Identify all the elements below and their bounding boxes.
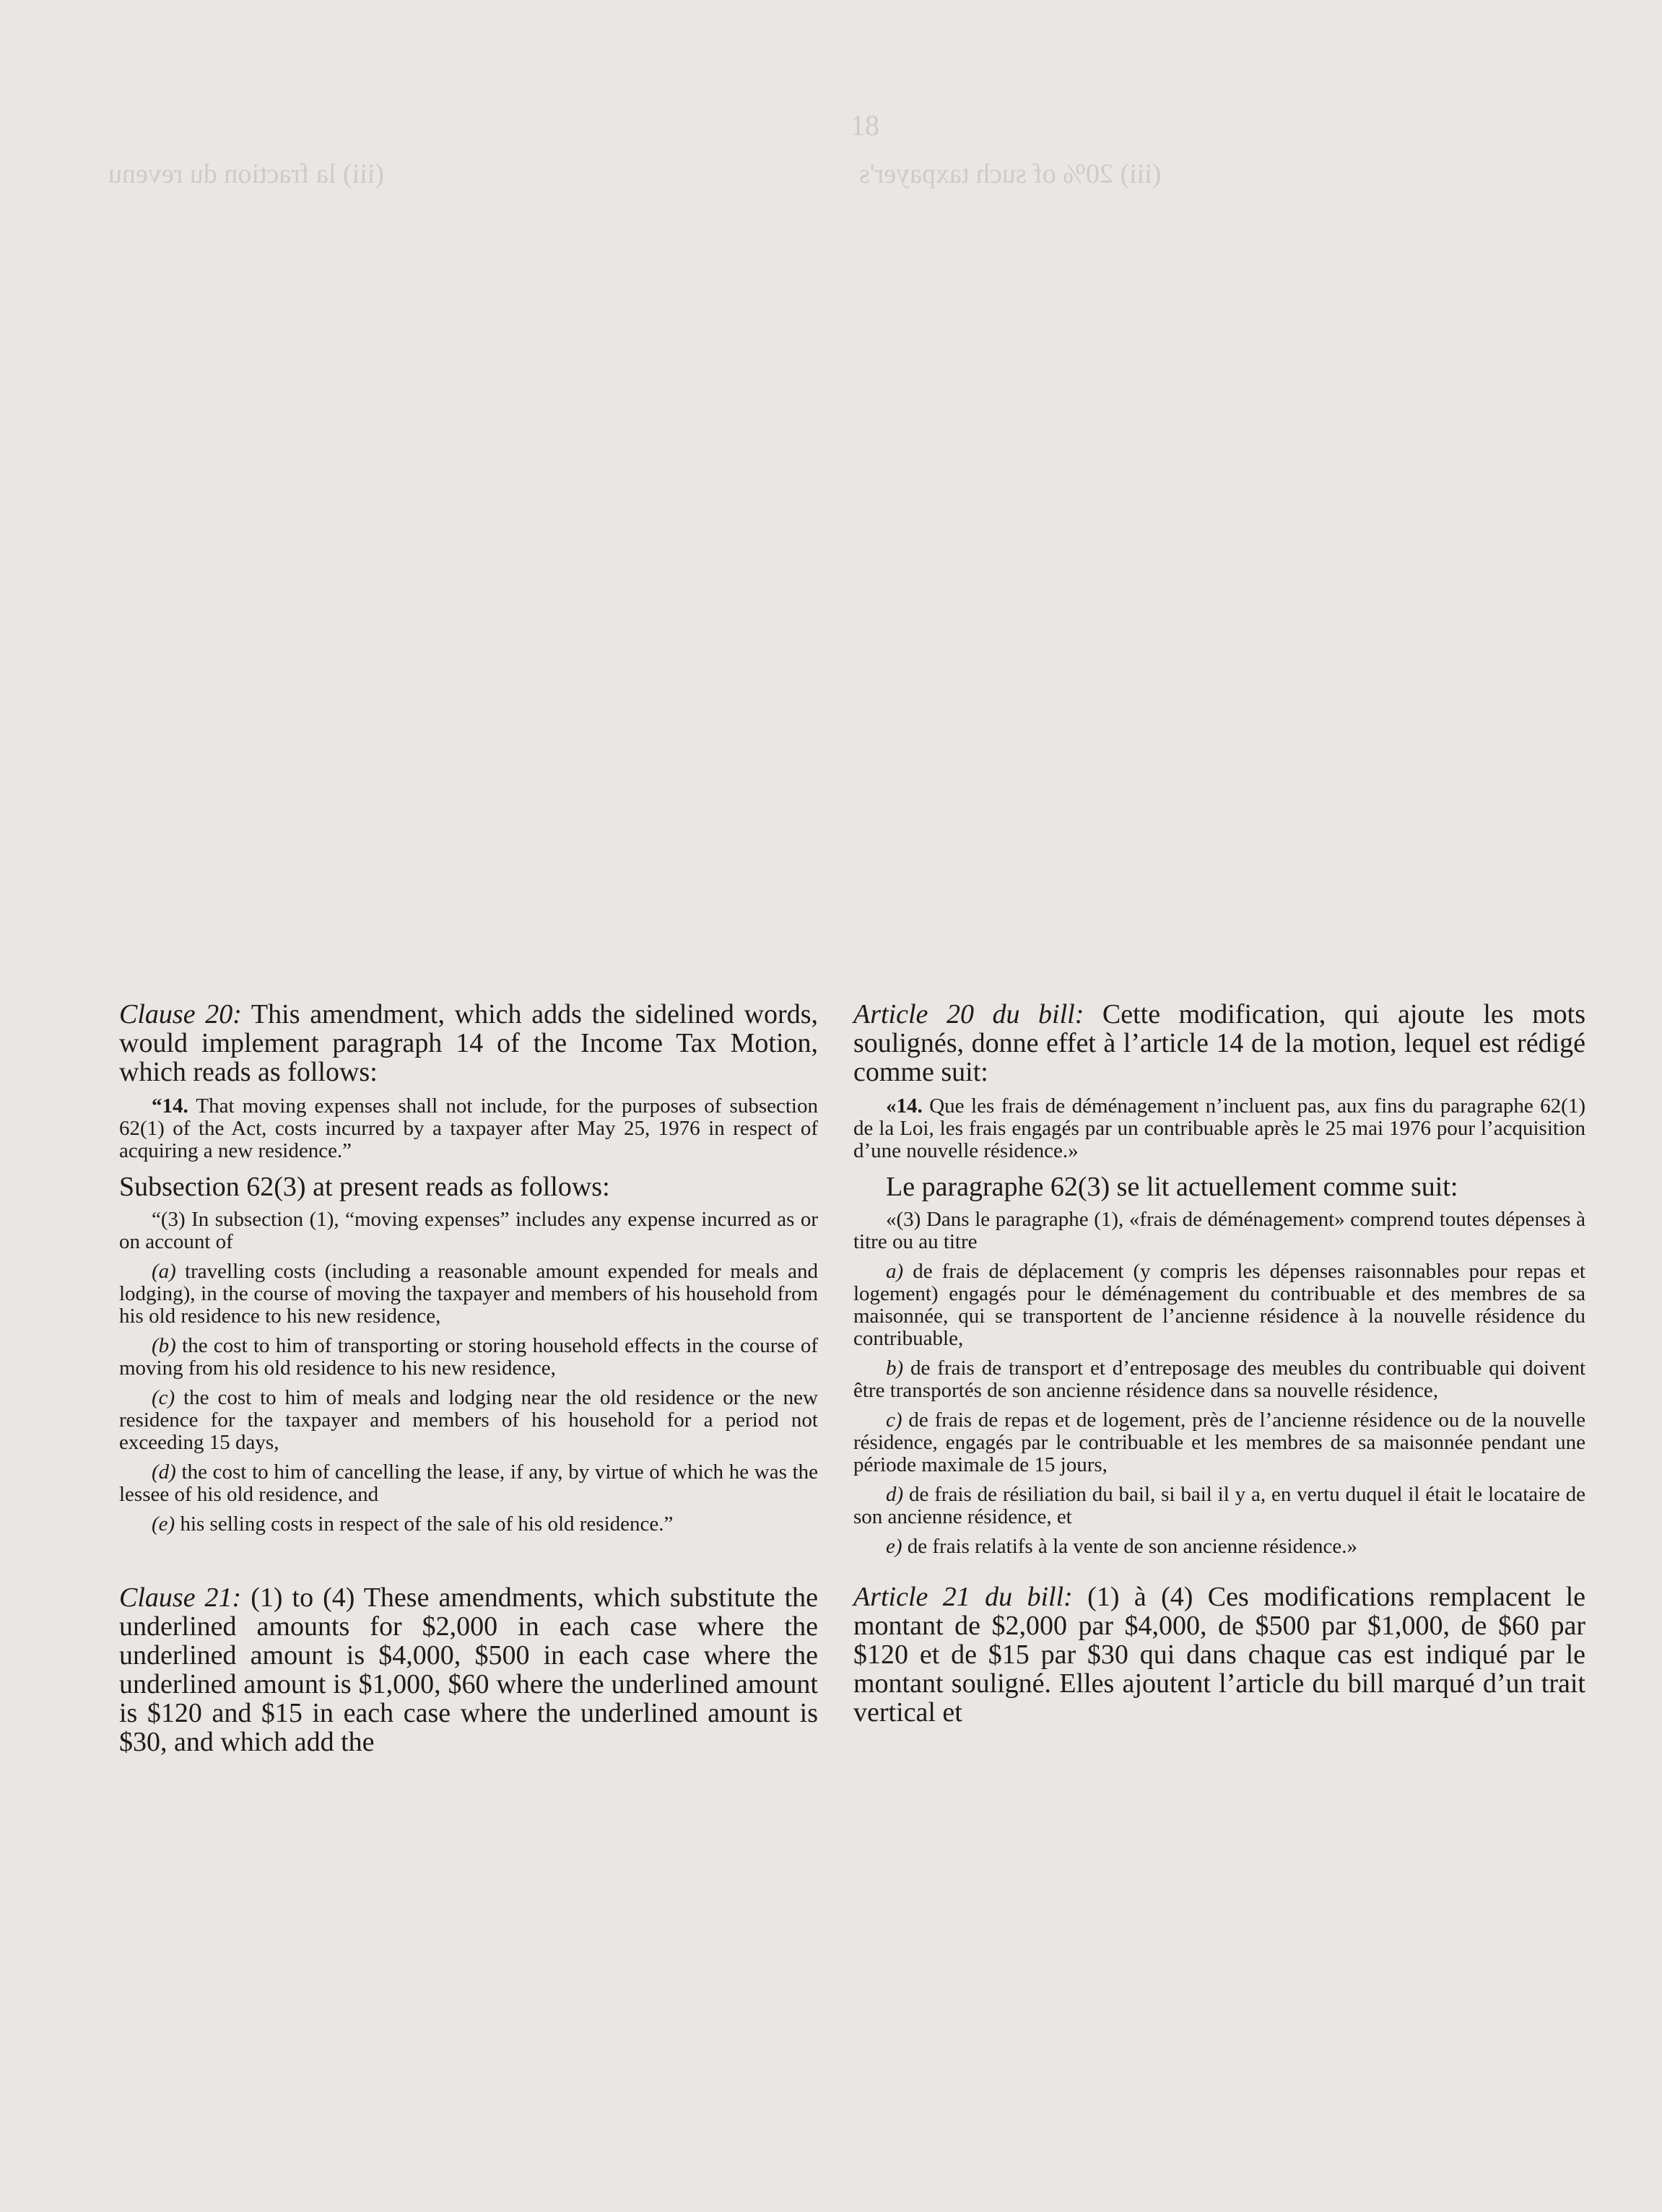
item-text: the cost to him of transporting or storing household effects in the course of moving from his old residence to his new residence, <box>119 1334 818 1380</box>
list-item <box>119 1260 818 1328</box>
article-21-paragraph <box>853 1582 1585 1727</box>
item-text: the cost to him of meals and lodging near the old residence or the new residence for the taxpayer and members of his household for a period not exceeding 15 days, <box>119 1386 818 1454</box>
list-item <box>119 1513 818 1536</box>
motion-quote <box>119 1095 818 1162</box>
bleed-through-left: (iii) la fraction du revenu <box>108 159 384 189</box>
item-letter: d) <box>886 1483 904 1506</box>
list-item <box>853 1536 1585 1558</box>
article-20-paragraph <box>853 1000 1585 1087</box>
clause-20-paragraph <box>119 1000 818 1087</box>
list-item <box>119 1387 818 1454</box>
item-text: de frais de transport et d’entreposage des meubles du contribuable qui doivent être transportés de son ancienne résidence dans sa nouvelle résidence, <box>853 1357 1585 1402</box>
subsection-intro: “(3) In subsection (1), “moving expenses” includes any expense incurred as or on account of <box>119 1208 818 1253</box>
item-letter: (d) <box>152 1460 176 1484</box>
item-letter: (c) <box>152 1386 175 1409</box>
subsection-heading: Subsection 62(3) at present reads as follows: <box>119 1172 610 1202</box>
motion-quote-number: “14. <box>152 1094 188 1118</box>
clause-21-text: (1) to (4) These amendments, which substitute the underlined amounts for $2,000 in each case where the underlined amount is $4,000, $500 in each case where the underlined amount is $1,000, $60 where the underlined amount is $120 and $15 in each case where the underlined amount is $30, and which add the <box>119 1582 818 1757</box>
item-text: de frais relatifs à la vente de son ancienne résidence.» <box>902 1535 1357 1558</box>
clause-21-paragraph <box>119 1583 818 1756</box>
clause-20-intro: This amendment, which adds the sidelined words, would implement paragraph 14 of the Income Tax Motion, which reads as follows: <box>119 999 818 1087</box>
item-letter: c) <box>886 1408 902 1432</box>
article-21-text: (1) à (4) Ces modifications remplacent le montant de $2,000 par $4,000, de $500 par $1,000, de $60 par $120 et de $15 par $30 qui dans chaque cas est indiqué par le montant souligné. Elles ajoutent l’article du bill marqué d’un trait vertical et <box>853 1582 1585 1728</box>
item-letter: a) <box>886 1260 904 1283</box>
subsection-intro-fr: «(3) Dans le paragraphe (1), «frais de déménagement» comprend toutes dépenses à titre ou au titre <box>853 1208 1585 1253</box>
list-item <box>853 1260 1585 1350</box>
article-21-heading: Article 21 du bill: <box>853 1582 1073 1612</box>
list-item <box>853 1357 1585 1402</box>
list-item <box>119 1461 818 1506</box>
item-text: travelling costs (including a reasonable amount expended for meals and lodging), in the course of moving the taxpayer and members of his household from his old residence to his new residence, <box>119 1260 818 1328</box>
page-number: 18 <box>850 109 879 141</box>
clause-20-heading: Clause 20: <box>119 999 242 1029</box>
list-item <box>853 1484 1585 1528</box>
item-letter: e) <box>886 1535 902 1558</box>
subsection-heading-fr: Le paragraphe 62(3) se lit actuellement comme suit: <box>886 1172 1458 1202</box>
article-20-intro: Cette modification, qui ajoute les mots soulignés, donne effet à l’article 14 de la motion, lequel est rédigé comme suit: <box>853 999 1585 1087</box>
item-text: de frais de résiliation du bail, si bail il y a, en vertu duquel il était le locataire de son ancienne résidence, et <box>853 1483 1585 1528</box>
english-column <box>119 1000 818 1756</box>
item-text: de frais de repas et de logement, près de l’ancienne résidence ou de la nouvelle résidence, engagés par le contribuable et les membres de sa maisonnée pendant une période maximale de 15 jours, <box>853 1408 1585 1476</box>
item-text: his selling costs in respect of the sale of his old residence.” <box>175 1512 674 1536</box>
item-letter: b) <box>886 1357 904 1380</box>
item-letter: (e) <box>152 1512 175 1536</box>
clause-21-heading: Clause 21: <box>119 1582 242 1613</box>
motion-quote-text: That moving expenses shall not include, for the purposes of subsection 62(1) of the Act, costs incurred by a taxpayer after May 25, 1976 in respect of acquiring a new residence.” <box>119 1094 818 1162</box>
french-column <box>853 1000 1585 1727</box>
item-text: the cost to him of cancelling the lease, if any, by virtue of which he was the lessee of his old residence, and <box>119 1460 818 1506</box>
item-text: de frais de déplacement (y compris les dépenses raisonnables pour repas et logement) engagés pour le déménagement du contribuable et des membres de sa maisonnée, qui se transportent de l’ancienne résidence à la nouvelle résidence du contribuable, <box>853 1260 1585 1350</box>
bleed-through-right: (iii) 20% of such taxpayer's <box>859 159 1162 189</box>
list-item <box>119 1335 818 1380</box>
list-item <box>853 1409 1585 1476</box>
article-20-heading: Article 20 du bill: <box>853 999 1084 1029</box>
item-letter: (a) <box>152 1260 176 1283</box>
motion-quote-fr <box>853 1095 1585 1162</box>
item-letter: (b) <box>152 1334 176 1357</box>
motion-quote-text-fr: Que les frais de déménagement n’incluent pas, aux fins du paragraphe 62(1) de la Loi, les frais engagés par un contribuable après le 25 mai 1976 pour l’acquisition d’une nouvelle résidence.» <box>853 1094 1585 1162</box>
motion-quote-number-fr: «14. <box>886 1094 923 1118</box>
